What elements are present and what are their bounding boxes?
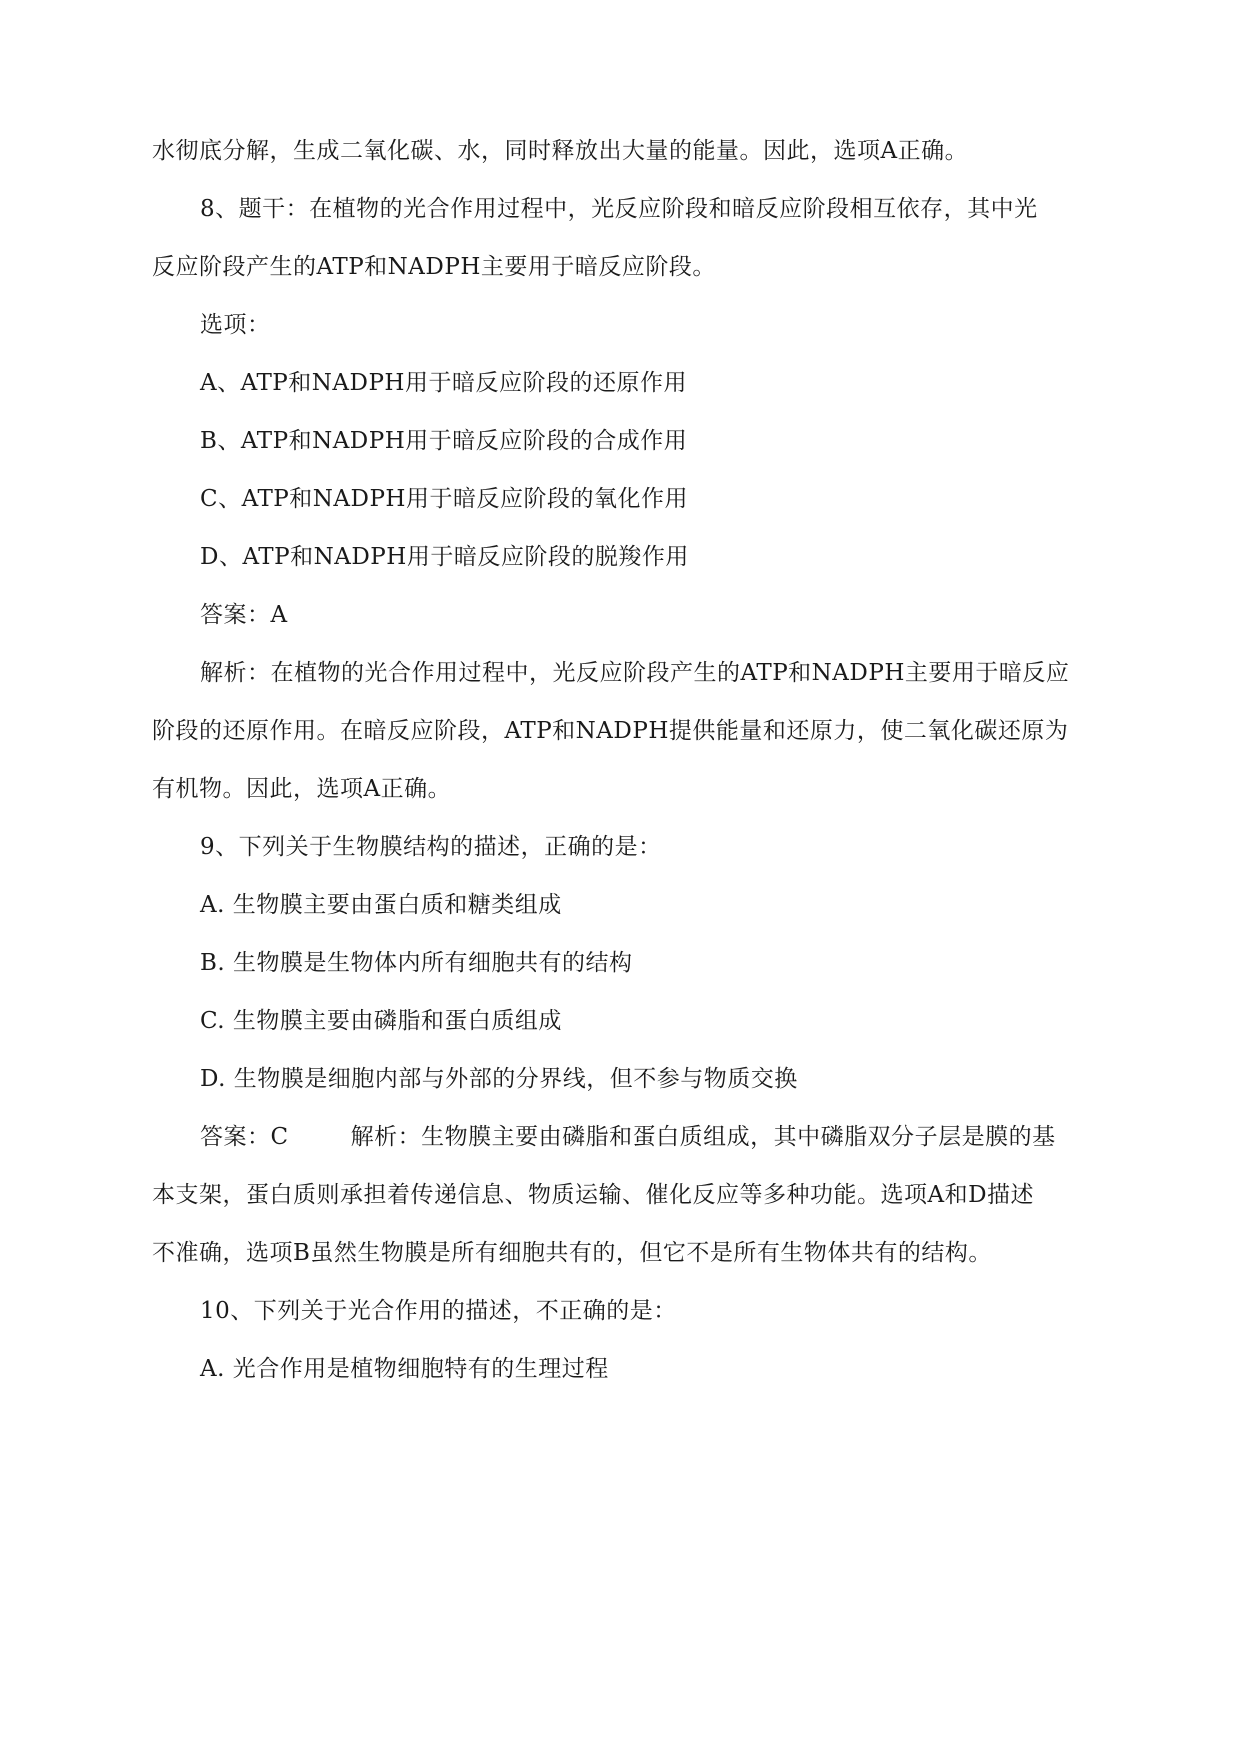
- question-9-analysis-end: 不准确，选项B虽然生物膜是所有细胞共有的，但它不是所有生物体共有的结构。: [152, 1240, 992, 1266]
- question-9-analysis: 解析：生物膜主要由磷脂和蛋白质组成，其中磷脂双分子层是膜的基: [350, 1124, 1056, 1150]
- paragraph-line: 水彻底分解，生成二氧化碳、水，同时释放出大量的能量。因此，选项A正确。: [152, 138, 969, 164]
- question-8-answer: 答案：A: [200, 602, 288, 628]
- question-10-stem: 10、下列关于光合作用的描述，不正确的是：: [200, 1298, 677, 1324]
- question-9-analysis-continued: 本支架，蛋白质则承担着传递信息、物质运输、催化反应等多种功能。选项A和D描述: [152, 1182, 1035, 1208]
- question-9-option-c: C. 生物膜主要由磷脂和蛋白质组成: [200, 1008, 562, 1034]
- options-heading: 选项：: [200, 312, 271, 338]
- question-8-option-a: A、ATP和NADPH用于暗反应阶段的还原作用: [200, 370, 687, 396]
- question-8-option-b: B、ATP和NADPH用于暗反应阶段的合成作用: [200, 428, 688, 454]
- question-10-option-a: A. 光合作用是植物细胞特有的生理过程: [200, 1356, 609, 1382]
- question-8-stem: 8、题干：在植物的光合作用过程中，光反应阶段和暗反应阶段相互依存，其中光: [200, 196, 1038, 222]
- question-9-option-b: B. 生物膜是生物体内所有细胞共有的结构: [200, 950, 633, 976]
- question-8-option-c: C、ATP和NADPH用于暗反应阶段的氧化作用: [200, 486, 688, 512]
- question-9-option-a: A. 生物膜主要由蛋白质和糖类组成: [200, 892, 562, 918]
- question-8-analysis: 解析：在植物的光合作用过程中，光反应阶段产生的ATP和NADPH主要用于暗反应: [200, 660, 1070, 686]
- question-8-option-d: D、ATP和NADPH用于暗反应阶段的脱羧作用: [200, 544, 689, 570]
- question-9-stem: 9、下列关于生物膜结构的描述，正确的是：: [200, 834, 662, 860]
- question-9-answer-row: [200, 1122, 1056, 1152]
- question-8-stem-continued: 反应阶段产生的ATP和NADPH主要用于暗反应阶段。: [152, 254, 716, 280]
- question-9-answer: 答案：C: [200, 1124, 289, 1150]
- question-9-option-d: D. 生物膜是细胞内部与外部的分界线，但不参与物质交换: [200, 1066, 798, 1092]
- question-8-analysis-continued: 阶段的还原作用。在暗反应阶段，ATP和NADPH提供能量和还原力，使二氧化碳还原为: [152, 718, 1069, 744]
- question-8-analysis-end: 有机物。因此，选项A正确。: [152, 776, 452, 802]
